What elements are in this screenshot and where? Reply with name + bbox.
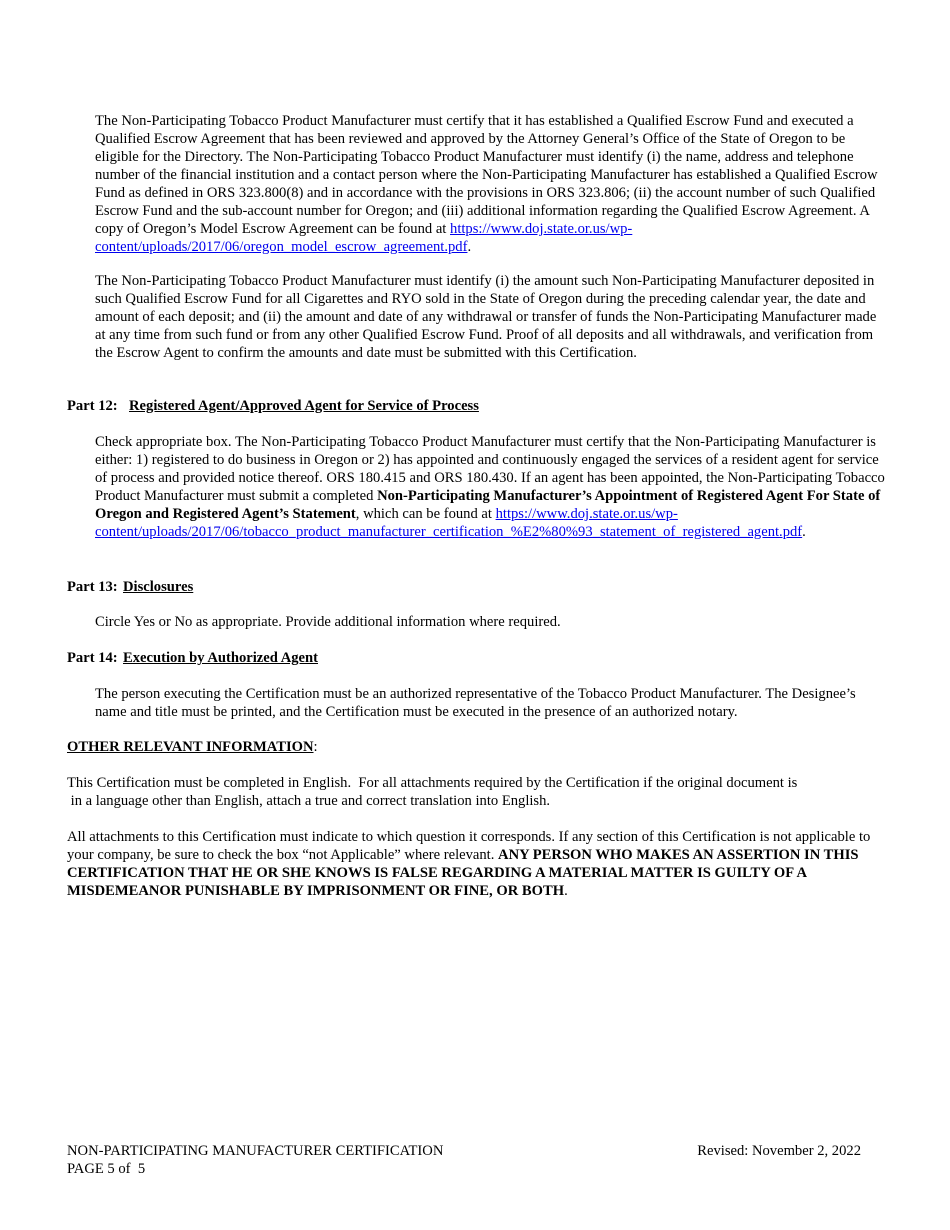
other-info-title: OTHER RELEVANT INFORMATION xyxy=(67,739,314,755)
footer-revised-date: Revised: November 2, 2022 xyxy=(697,1143,861,1159)
part-12-label: Part 12: xyxy=(67,398,118,414)
escrow-paragraph-1 xyxy=(95,112,887,256)
english-requirement-line-1: This Certification must be completed in English. For all attachments required by the Certification if the original document is xyxy=(67,775,798,791)
model-escrow-agreement-link[interactable]: https://www.doj.state.or.us/wp-content/uploads/2017/06/oregon_model_escrow_agreement.pdf xyxy=(95,221,633,255)
english-requirement-paragraph xyxy=(67,774,887,810)
other-info-colon: : xyxy=(313,739,318,755)
part-12-text: Check appropriate box. The Non-Participating Tobacco Product Manufacturer must certify that the Non-Participating Manufacturer is either: 1) registered to do business in Oregon or 2) has appointed and continuously engaged the services of a resident agent for service of process and provided notice thereof. ORS 180.415 and ORS 180.430. If an agent has been appointed, the Non-Participating Tobacco Product Manufacturer must submit a completed xyxy=(95,434,885,504)
footer-form-title: NON-PARTICIPATING MANUFACTURER CERTIFICATION xyxy=(67,1143,444,1159)
other-info-heading xyxy=(67,738,318,756)
footer-page-number: PAGE 5 of 5 xyxy=(67,1161,146,1177)
part-13-paragraph: Circle Yes or No as appropriate. Provide additional information where required. xyxy=(95,614,561,630)
part-14-label: Part 14: xyxy=(67,650,118,666)
attachments-end: . xyxy=(564,883,568,899)
attachments-text: All attachments to this Certification must indicate to which question it corresponds. If any section of this Certification is not applicable to your company, be sure to check the box “not Applicable” where relevant. xyxy=(67,829,871,863)
part-12-heading xyxy=(67,397,479,415)
part-13-title: Disclosures xyxy=(123,579,194,595)
part-14-paragraph: The person executing the Certification must be an authorized representative of the Tobacco Product Manufacturer. The Designee’s name and title must be printed, and the Certification must be executed in the presence of an authorized notary. xyxy=(95,686,856,720)
part-12-text-mid: , which can be found at xyxy=(355,506,496,522)
registered-agent-link-part2: content/uploads/2017/06/tobacco_product_manufacturer_certification_%E2%80%93_statement_of_registered_agent.pdf xyxy=(95,524,803,540)
registered-agent-link-part1: https://www.doj.state.or.us/wp- xyxy=(495,506,678,522)
part-13-heading xyxy=(67,578,193,596)
part-14-title: Execution by Authorized Agent xyxy=(123,650,318,666)
part-14-heading xyxy=(67,649,318,667)
part-12-paragraph xyxy=(95,433,887,541)
english-requirement-line-2: in a language other than English, attach a true and correct translation into English. xyxy=(67,793,551,809)
escrow-paragraph-1-text: The Non-Participating Tobacco Product Manufacturer must certify that it has established a Qualified Escrow Fund and executed a Qualified Escrow Agreement that has been reviewed and approved by the Attorney General’s Office of the State of Oregon to be eligible for the Directory. The Non-Participating Tobacco Product Manufacturer must identify (i) the name, address and telephone number of the financial institution and a contact person where the Non-Participating Manufacturer has established a Qualified Escrow Fund as defined in ORS 323.800(8) and in accordance with the provisions in ORS 323.806; (ii) the account number of such Qualified Escrow Fund and the sub-account number for Oregon; and (iii) additional information regarding the Qualified Escrow Agreement. A copy of Oregon’s Model Escrow Agreement can be found at xyxy=(95,113,878,237)
part-12-title: Registered Agent/Approved Agent for Service of Process xyxy=(129,398,479,414)
escrow-paragraph-2: The Non-Participating Tobacco Product Manufacturer must identify (i) the amount such Non-Participating Manufacturer deposited in such Qualified Escrow Fund for all Cigarettes and RYO sold in the State of Oregon during the preceding calendar year, the date and amount of each deposit; and (ii) the amount and date of any withdrawal or transfer of funds the Non-Participating Manufacturer made at any time from such fund or from any other Qualified Escrow Fund. Proof of all deposits and all withdrawals, and verification from the Escrow Agent to confirm the amounts and date must be submitted with this Certification. xyxy=(95,273,877,361)
page-footer xyxy=(67,1142,861,1178)
attachments-paragraph xyxy=(67,828,887,900)
escrow-paragraph-1-end: . xyxy=(467,239,472,255)
part-12-text-end: . xyxy=(802,524,806,540)
misdemeanor-warning: ANY PERSON WHO MAKES AN ASSERTION IN THIS CERTIFICATION THAT HE OR SHE KNOWS IS FALSE REGARDING A MATERIAL MATTER IS GUILTY OF A MISDEMEANOR PUNISHABLE BY IMPRISONMENT OR FINE, OR BOTH xyxy=(67,847,859,899)
registered-agent-form-name: Non-Participating Manufacturer’s Appointment of Registered Agent For State of Oregon and Registered Agent’s Statement xyxy=(95,488,881,522)
part-13-label: Part 13: xyxy=(67,579,118,595)
